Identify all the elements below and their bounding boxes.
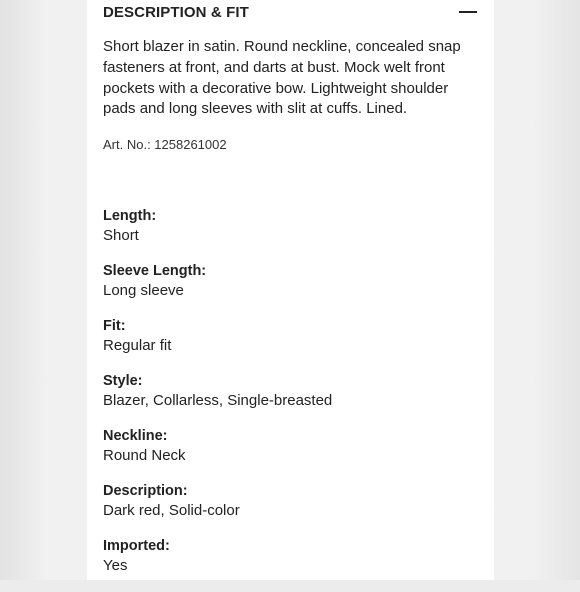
minus-icon-bar: [459, 11, 477, 13]
attribute-value: Long sleeve: [103, 282, 184, 299]
attribute-value: Round Neck: [103, 447, 186, 464]
attribute-style: [103, 372, 478, 427]
attribute-length: [103, 207, 478, 262]
attribute-label: Style:: [103, 373, 143, 389]
attribute-label: Fit:: [103, 318, 126, 334]
attribute-label: Sleeve Length:: [103, 263, 207, 279]
attribute-value: Blazer, Collarless, Single-breasted: [103, 392, 333, 409]
attribute-description: [103, 482, 478, 537]
attribute-label: Imported:: [103, 538, 170, 554]
attribute-value: Dark red, Solid-color: [103, 502, 240, 519]
section-header[interactable]: [103, 0, 478, 26]
attribute-fit: [103, 317, 478, 372]
attribute-value: Yes: [103, 557, 128, 574]
attribute-value: Short: [103, 227, 139, 244]
attribute-sleeve-length: [103, 262, 478, 317]
attribute-list: [103, 207, 478, 592]
attribute-label: Neckline:: [103, 428, 168, 444]
attribute-imported: [103, 537, 478, 592]
attribute-label: Description:: [103, 483, 188, 499]
description-panel: [87, 0, 494, 580]
article-number: Art. No.: 1258261002: [103, 137, 227, 152]
attribute-label: Length:: [103, 208, 157, 224]
section-title: DESCRIPTION & FIT: [103, 3, 249, 21]
attribute-neckline: [103, 427, 478, 482]
minus-icon[interactable]: [458, 2, 478, 22]
attribute-value: Regular fit: [103, 337, 172, 354]
product-description: Short blazer in satin. Round neckline, concealed snap fasteners at front, and darts at bust. Mock welt front pockets with a decorative bow. Lightweight shoulder pads and long sleeves with slit at cuffs. Lined.: [103, 38, 461, 118]
